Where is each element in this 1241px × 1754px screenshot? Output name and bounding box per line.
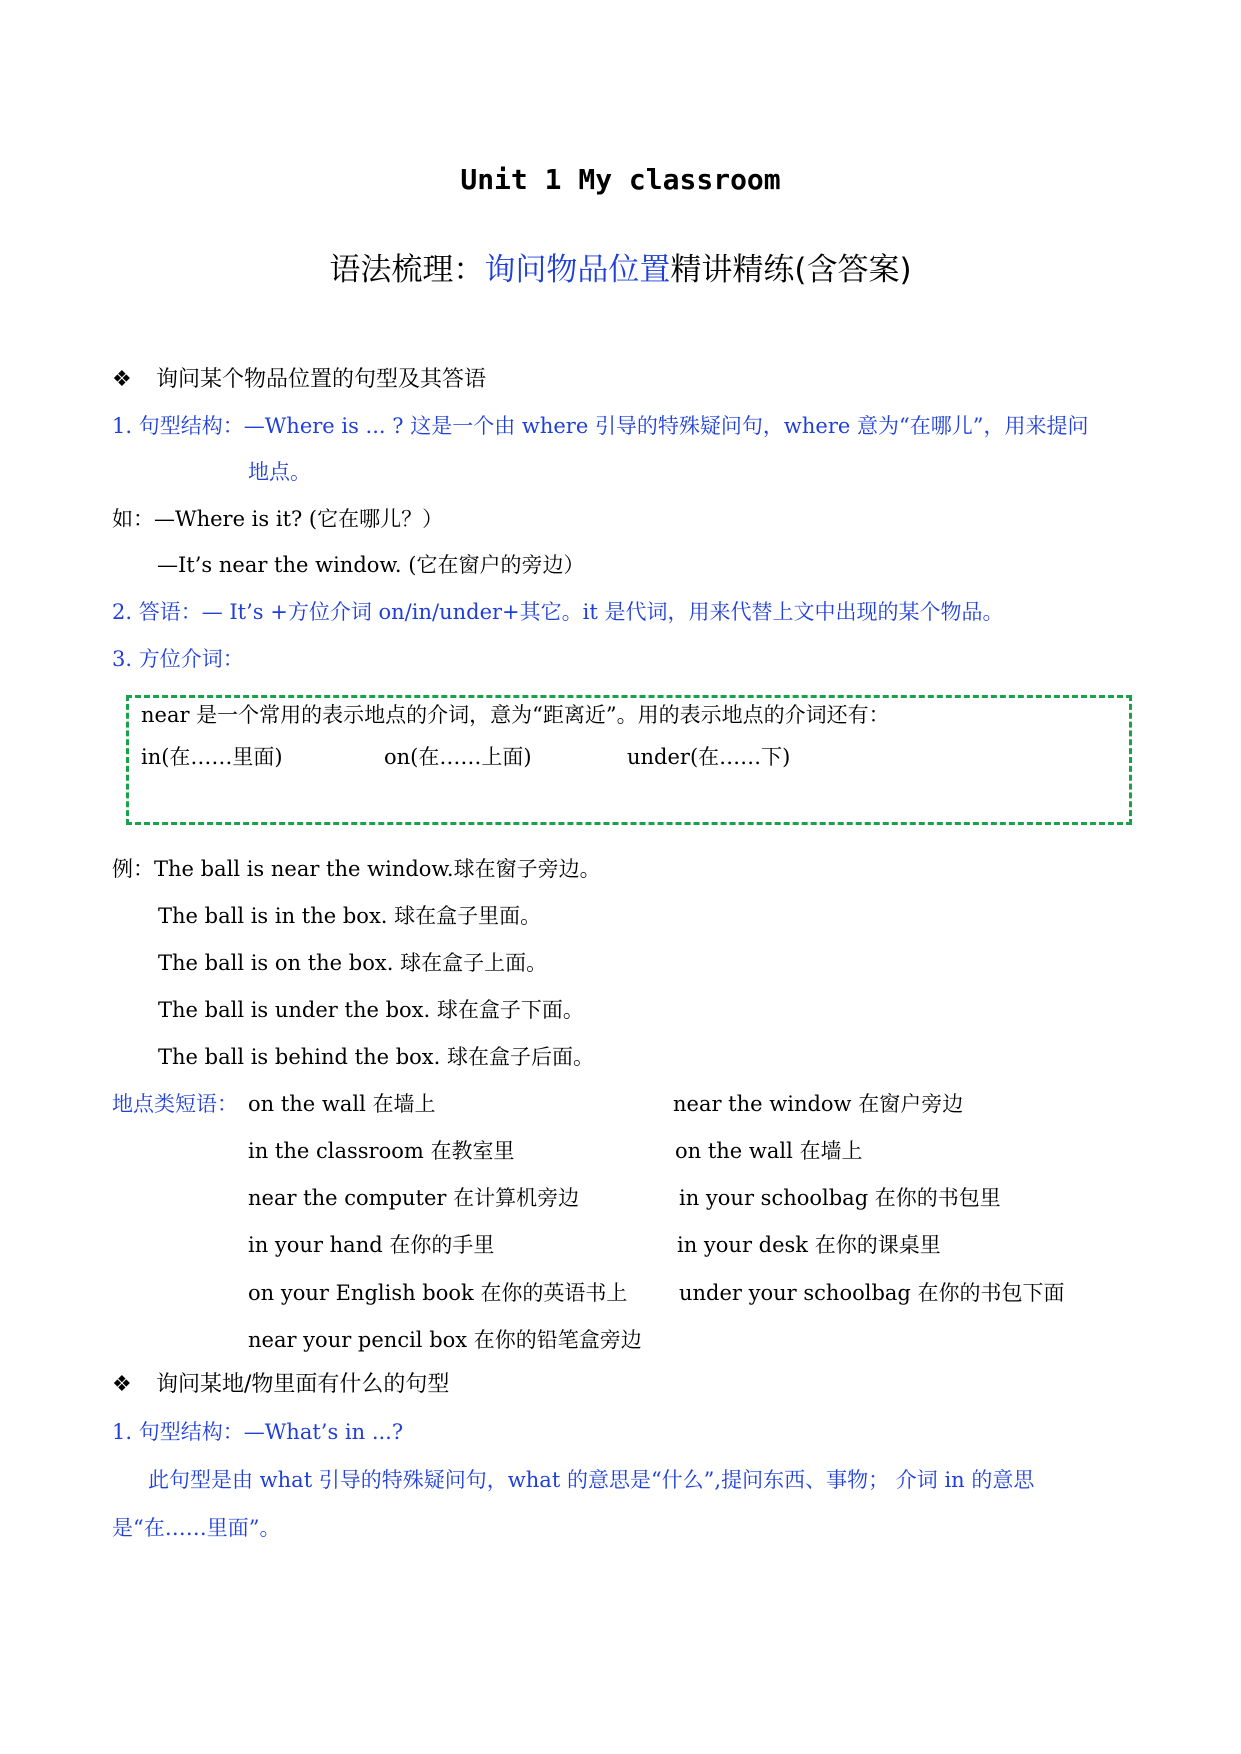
phrase-left: on your English book 在你的英语书上: [248, 1281, 628, 1305]
example-sentence: 例：The ball is near the window.球在窗子旁边。: [112, 857, 601, 881]
subtitle-suffix: 精讲精练(含答案): [670, 252, 912, 288]
example-sentence: The ball is under the box. 球在盒子下面。: [158, 998, 584, 1022]
section1-item1-line2: 地点。: [248, 460, 311, 484]
section2-heading-text: 询问某地/物里面有什么的句型: [156, 1372, 450, 1397]
preposition-on: on(在……上面): [384, 745, 532, 769]
phrase-right: on the wall 在墙上: [675, 1139, 863, 1163]
phrase-right: in your desk 在你的课桌里: [677, 1233, 941, 1257]
phrase-left: in your hand 在你的手里: [248, 1233, 495, 1257]
example-sentence: The ball is on the box. 球在盒子上面。: [158, 951, 548, 975]
phrase-left: near the computer 在计算机旁边: [248, 1186, 580, 1210]
section1-heading-text: 询问某个物品位置的句型及其答语: [156, 367, 487, 392]
document-subtitle: [0, 248, 1241, 292]
subtitle-prefix: 语法梳理：: [329, 252, 485, 288]
section2-item1: 1. 句型结构：—What’s in ...?: [112, 1420, 404, 1444]
preposition-under: under(在……下): [627, 745, 791, 769]
phrase-left: in the classroom 在教室里: [248, 1139, 515, 1163]
phrases-label: 地点类短语：: [112, 1092, 238, 1116]
phrase-right: near the window 在窗户旁边: [673, 1092, 964, 1116]
phrase-left: on the wall 在墙上: [248, 1092, 436, 1116]
section1-heading: [112, 365, 486, 395]
phrase-right: in your schoolbag 在你的书包里: [679, 1186, 1001, 1210]
section2-explain-line2: 是“在……里面”。: [112, 1516, 281, 1540]
diamond-bullet-icon: ❖: [112, 367, 132, 392]
phrase-left: near your pencil box 在你的铅笔盒旁边: [248, 1328, 642, 1352]
section2-explain-line1: 此句型是由 what 引导的特殊疑问句，what 的意思是“什么”,提问东西、事物； 介词 in 的意思: [148, 1468, 1035, 1492]
subtitle-highlight: 询问物品位置: [484, 252, 671, 288]
document-title: Unit 1 My classroom: [460, 163, 781, 196]
section1-item3: 3. 方位介词：: [112, 647, 244, 671]
preposition-in: in(在……里面): [141, 745, 283, 769]
example-sentence: The ball is behind the box. 球在盒子后面。: [158, 1045, 594, 1069]
section1-example-answer: —It’s near the window. (它在窗户的旁边）: [157, 553, 585, 577]
diamond-bullet-icon: ❖: [112, 1372, 132, 1397]
example-sentence: The ball is in the box. 球在盒子里面。: [158, 904, 542, 928]
section1-item1-line1: 1. 句型结构：—Where is ... ? 这是一个由 where 引导的特殊疑问句，where 意为“在哪儿”，用来提问: [112, 414, 1089, 438]
section2-heading: [112, 1370, 449, 1400]
section1-item2: 2. 答语：— It’s +方位介词 on/in/under+其它。it 是代词，用来代替上文中出现的某个物品。: [112, 600, 1004, 624]
section1-example-question: 如：—Where is it? (它在哪儿？）: [112, 507, 444, 531]
phrase-right: under your schoolbag 在你的书包下面: [679, 1281, 1065, 1305]
prepositions-note-line1: near 是一个常用的表示地点的介词，意为“距离近”。用的表示地点的介词还有：: [141, 703, 890, 727]
